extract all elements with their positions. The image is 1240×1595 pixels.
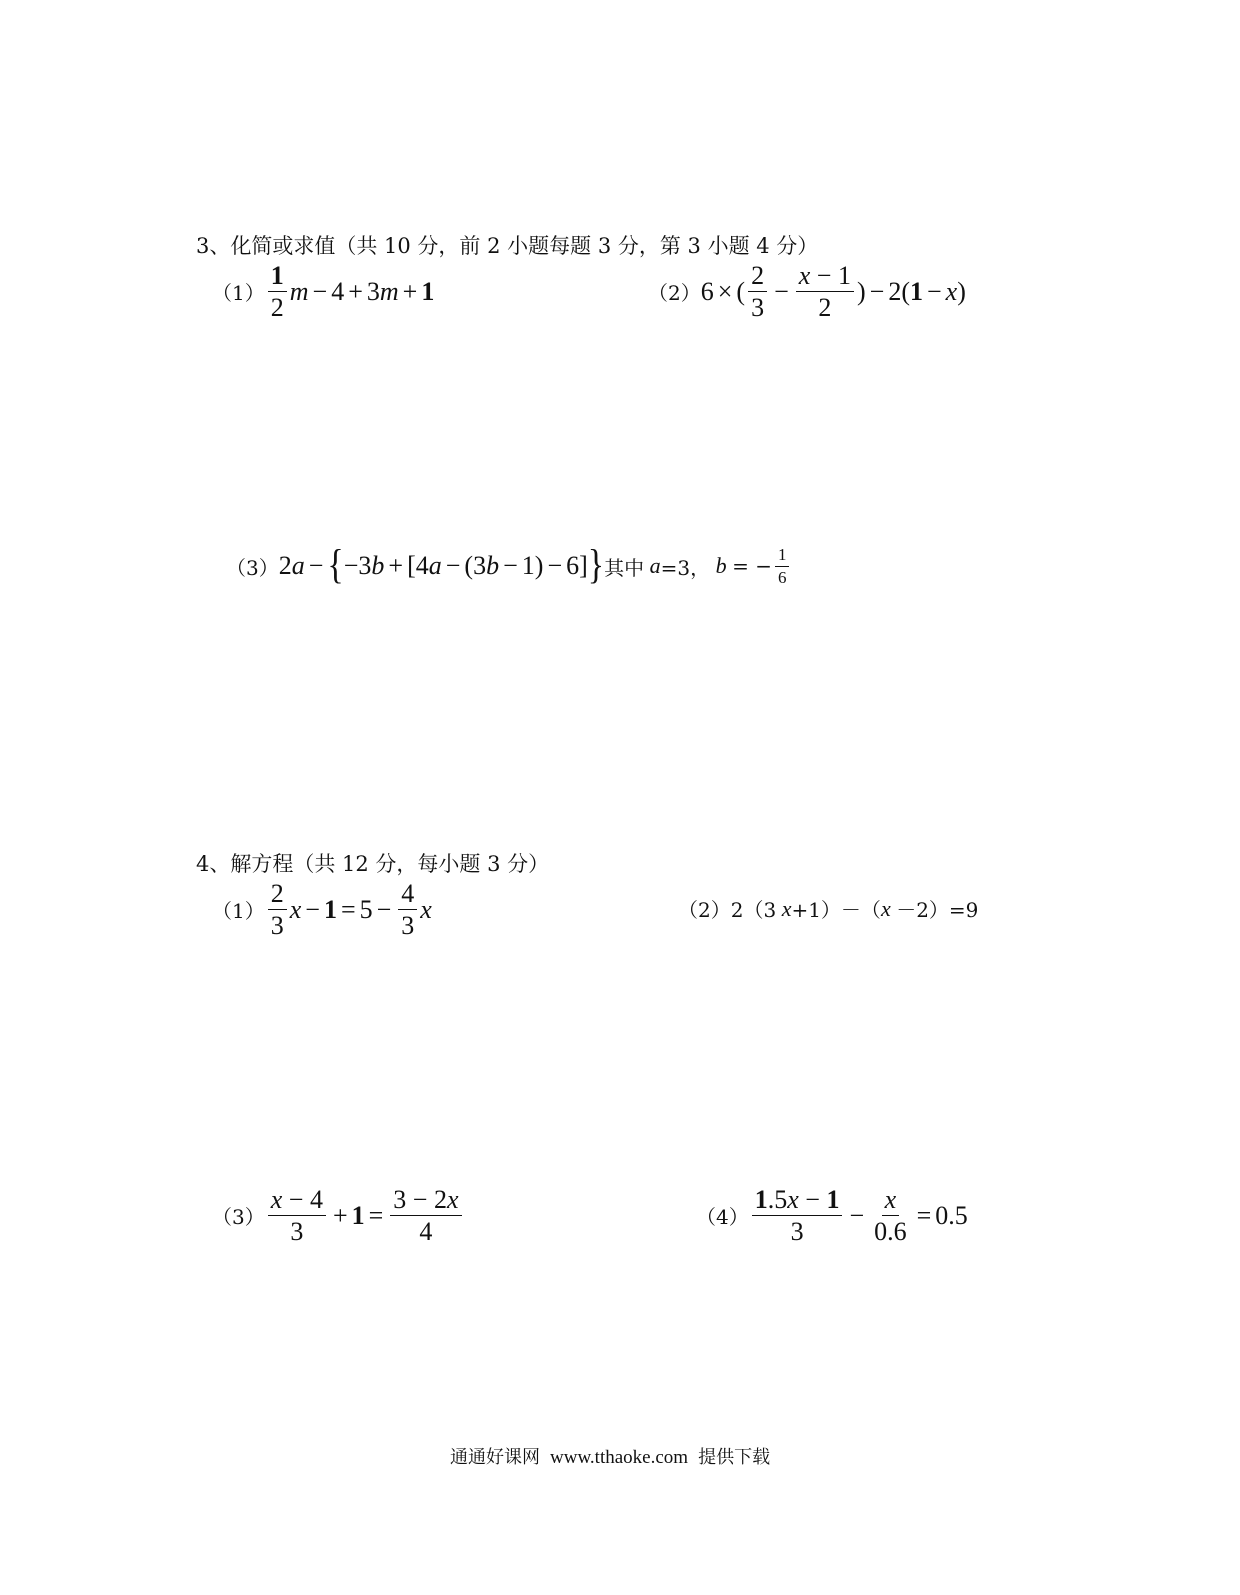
problem-label: （2） xyxy=(678,898,731,922)
expression: 2 a − { −3 b + [4 a − (3 b − 1) − 6] } xyxy=(278,543,605,588)
problem-label: （3） xyxy=(212,1205,265,1230)
expression: $\frac{2}{3}$ x − 1 = 5 − $\frac{4}{3}$ x xyxy=(265,880,432,940)
section3-heading: 3、化简或求值（共 10 分，前 2 小题每题 3 分，第 3 小题 4 分） xyxy=(196,234,819,258)
footer-site: 通通好课网 xyxy=(450,1447,540,1468)
equation-part-c: －2）=9 xyxy=(896,898,979,922)
equation-part-a: 2（3 xyxy=(730,898,777,922)
expression: $\frac{x - 4}{3}$ + 1 = $\frac{3 - 2x}{4}$ xyxy=(265,1186,465,1246)
a-value: =3， xyxy=(660,555,711,580)
problem-label: （4） xyxy=(696,1205,749,1230)
problem-3-3: （3） 2 a − { −3 b + [4 a − (3 b − 1) − 6] } 其中 a =3， b = − $\frac{1}{6}$ xyxy=(226,546,792,587)
problem-label: （1） xyxy=(212,899,265,924)
problem-label: （1） xyxy=(212,281,265,306)
b-equals: = − xyxy=(732,554,772,579)
condition-text: 其中 xyxy=(604,555,645,580)
problem-4-4 xyxy=(696,1186,968,1246)
footer-url[interactable]: www.tthaoke.com xyxy=(550,1447,689,1468)
problem-3-2 xyxy=(648,262,966,322)
problem-label: （2） xyxy=(648,281,701,306)
problem-4-1 xyxy=(212,880,432,940)
footer-suffix: 提供下载 xyxy=(698,1447,771,1468)
section4-heading: 4、解方程（共 12 分，每小题 3 分） xyxy=(196,852,550,876)
equation-part-b: +1）－（ xyxy=(791,898,881,922)
footer xyxy=(450,1443,770,1469)
problem-3-1 xyxy=(212,262,434,322)
expression: 6 × ( $\frac{2}{3}$ − $\frac{x - 1}{2}$ ) − 2( 1 − x ) xyxy=(700,261,966,323)
problem-label: （3） xyxy=(226,555,279,580)
problem-4-3 xyxy=(212,1186,465,1246)
problem-4-2: （2） 2（3 x +1）－（ x －2）=9 xyxy=(678,895,979,922)
expression: $\frac{1.5x - 1}{3}$ − $\frac{x}{0.6}$ = 0.5 xyxy=(749,1186,968,1246)
expression: $\frac{1}{2}$ m − 4 + 3 m + 1 xyxy=(265,262,435,322)
